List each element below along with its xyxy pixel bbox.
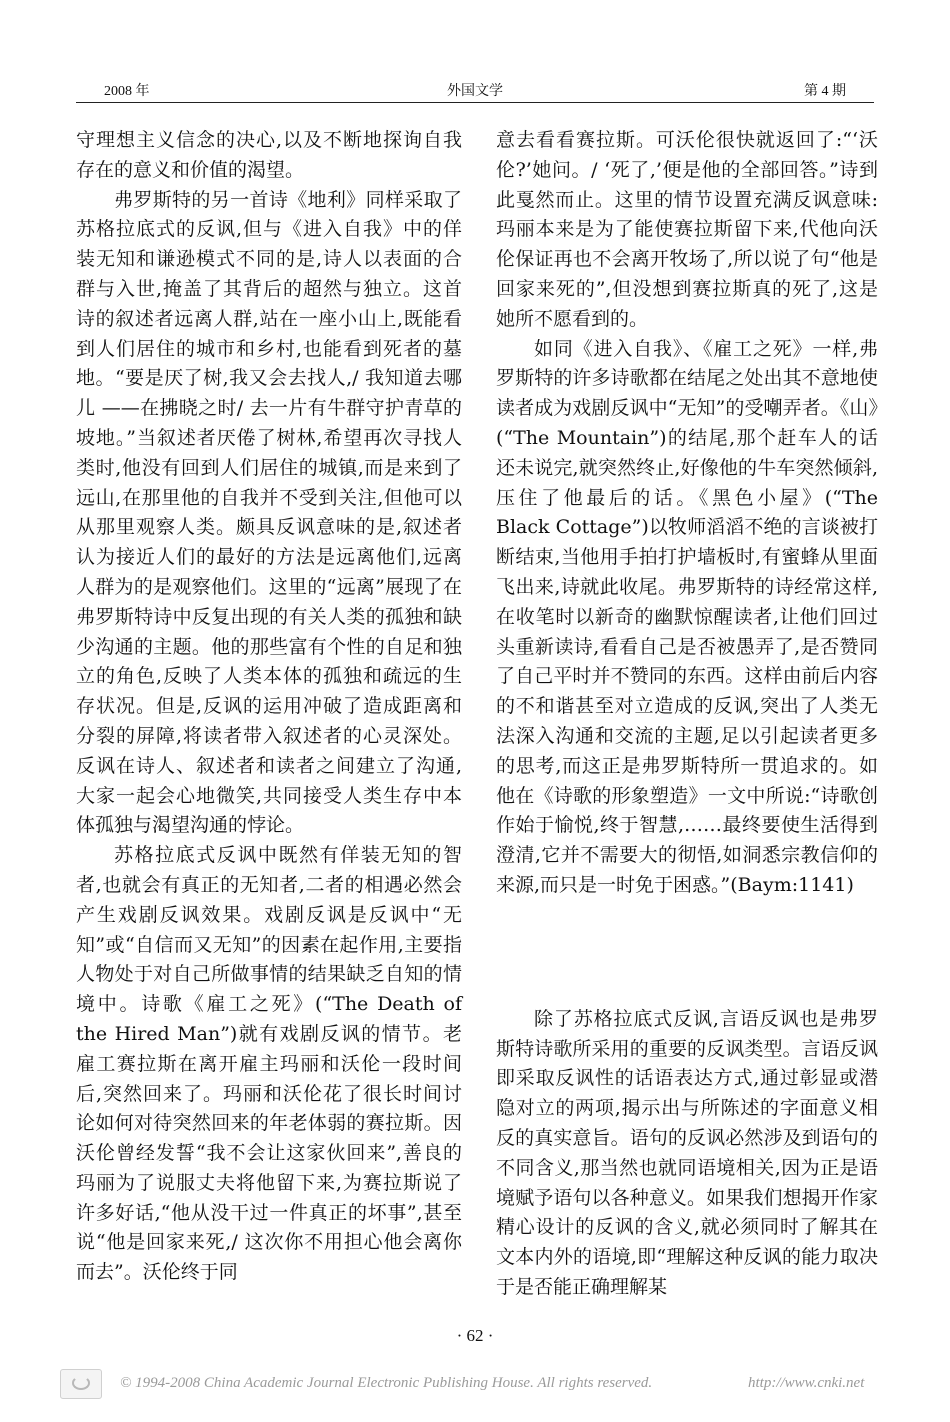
header-year: 2008 年	[104, 84, 150, 99]
section-gap	[496, 901, 878, 1005]
header-issue: 第 4 期	[804, 84, 846, 99]
footer-copyright: © 1994-2008 China Academic Journal Electronic Publishing House. All rights reserved.	[120, 1375, 653, 1391]
paragraph: 弗罗斯特的另一首诗《地利》同样采取了苏格拉底式的反讽,但与《进入自我》中的佯装无知和谦逊模式不同的是,诗人以表面的合群与入世,掩盖了其背后的超然与独立。这首诗的叙述者远离人群,站在一座小山上,既能看到人们居住的城市和乡村,也能看到死者的墓地。“要是厌了树,我又会去找人,/ 我知道去哪儿 ——在拂晓之时/ 去一片有牛群守护青草的坡地。”当叙述者厌倦了树林,希望再次寻找人类时,他没有回到人们居住的城镇,而是来到了远山,在那里他的自我并不受到关注,但他可以从那里观察人类。颇具反讽意味的是,叙述者认为接近人们的最好的方法是远离他们,远离人群为的是观察他们。这里的“远离”展现了在弗罗斯特诗中反复出现的有关人类的孤独和缺少沟通的主题。他的那些富有个性的自足和独立的角色,反映了人类本体的孤独和疏远的生存状况。但是,反讽的运用冲破了造成距离和分裂的屏障,将读者带入叙述者的心灵深处。反讽在诗人、叙述者和读者之间建立了沟通,大家一起会心地微笑,共同接受人类生存中本体孤独与渴望沟通的悖论。	[76, 188, 462, 837]
left-column	[76, 126, 462, 1288]
paragraph: 除了苏格拉底式反讽,言语反讽也是弗罗斯特诗歌所采用的重要的反讽类型。言语反讽即采取反讽性的话语表达方式,通过彰显或潜隐对立的两项,揭示出与所陈述的字面意义相反的真实意旨。语句的反讽必然涉及到语句的不同含义,那当然也就同语境相关,因为正是语境赋予语句以各种意义。如果我们想揭开作家精心设计的反讽的含义,就必须同时了解其在文本内外的语境,即“理解这种反讽的能力取决于是否能正确理解某	[496, 1007, 878, 1298]
page-number: · 62 ·	[456, 1326, 494, 1345]
cnki-logo-icon	[60, 1369, 102, 1399]
header-journal-title: 外国文学	[447, 84, 503, 99]
paragraph: 守理想主义信念的决心,以及不断地探询自我存在的意义和价值的渴望。	[76, 129, 462, 181]
running-header	[76, 76, 874, 103]
footer-url-link[interactable]: http://www.cnki.net	[748, 1375, 865, 1391]
right-column	[496, 126, 878, 1303]
paragraph: 如同《进入自我》、《雇工之死》一样,弗罗斯特的许多诗歌都在结尾之处出其不意地使读者成为戏剧反讽中“无知”的受嘲弄者。《山》(“The Mountain”)的结尾,那个赶车人的话还未说完,就突然终止,好像他的牛车突然倾斜,压住了他最后的话。《黑色小屋》(“The Black Cottage”)以牧师滔滔不绝的言谈被打断结束,当他用手拍打护墙板时,有蜜蜂从里面飞出来,诗就此收尾。弗罗斯特的诗经常这样,在收笔时以新奇的幽默惊醒读者,让他们回过头重新读诗,看看自己是否被愚弄了,是否赞同了自己平时并不赞同的东西。这样由前后内容的不和谐甚至对立造成的反讽,突出了人类无法深入沟通和交流的主题,足以引起读者更多的思考,而这正是弗罗斯特所一贯追求的。如他在《诗歌的形象塑造》一文中所说:“诗歌创作始于愉悦,终于智慧,……最终要使生活得到澄清,它并不需要大的彻悟,如洞悉宗教信仰的来源,而只是一时免于困惑。”(Baym:1141)	[496, 337, 878, 896]
paragraph: 苏格拉底式反讽中既然有佯装无知的智者,也就会有真正的无知者,二者的相遇必然会产生戏剧反讽效果。戏剧反讽是反讽中“无知”或“自信而又无知”的因素在起作用,主要指人物处于对自己所做事情的结果缺乏自知的情境中。诗歌《雇工之死》(“The Death of the Hired Man”)就有戏剧反讽的情节。老雇工赛拉斯在离开雇主玛丽和沃伦一段时间后,突然回来了。玛丽和沃伦花了很长时间讨论如何对待突然回来的年老体弱的赛拉斯。因沃伦曾经发誓“我不会让这家伙回来”,善良的玛丽为了说服丈夫将他留下来,为赛拉斯说了许多好话,“他从没干过一件真正的坏事”,甚至说“他是回家来死,/ 这次你不用担心他会离你而去”。沃伦终于同	[76, 844, 462, 1284]
paragraph: 意去看看赛拉斯。可沃伦很快就返回了:“‘沃伦?’她问。/ ‘死了,’便是他的全部回答。”诗到此戛然而止。这里的情节设置充满反讽意味:玛丽本来是为了能使赛拉斯留下来,代他向沃伦保证再也不会离开牧场了,所以说了句“他是回家来死的”,但没想到赛拉斯真的死了,这是她所不愿看到的。	[496, 129, 878, 330]
